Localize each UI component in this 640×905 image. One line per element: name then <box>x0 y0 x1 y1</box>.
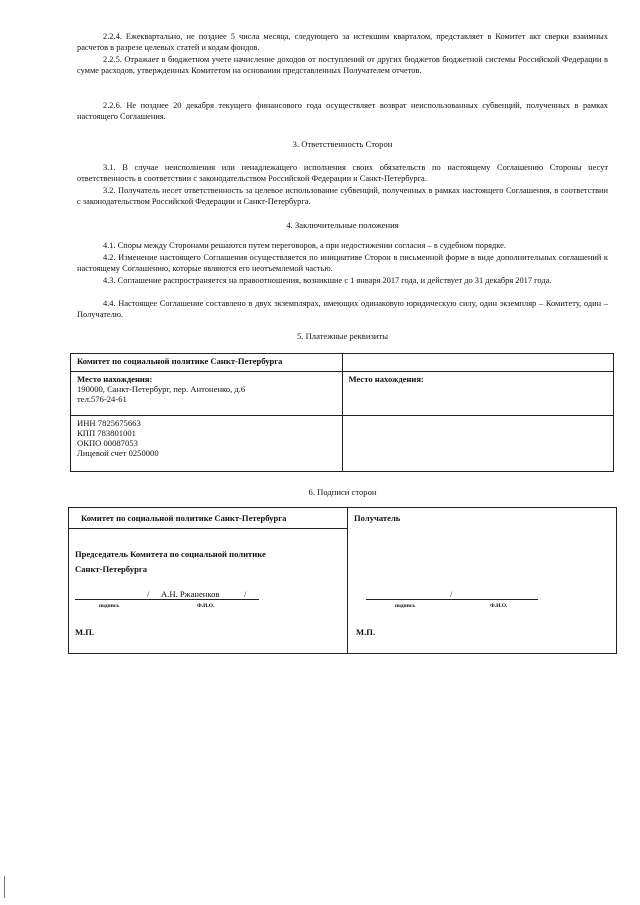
paragraph-4-3: 4.3. Соглашение распространяется на правоотношения, возникшие с 1 января 2017 года, и действует до 31 декабря 2017 года. <box>103 276 552 285</box>
right-signature-slash: / <box>450 589 453 599</box>
requisites-right-codes <box>342 416 614 472</box>
right-stamp-place: М.П. <box>356 627 376 637</box>
section-heading-responsibility: 3. Ответственность Сторон <box>292 139 393 149</box>
account: Лицевой счет 0250000 <box>77 448 159 458</box>
requisites-left-location <box>71 372 343 416</box>
section-heading-payment-requisites: 5. Платежные реквизиты <box>297 331 388 341</box>
requisites-right-header <box>342 354 614 372</box>
left-signature-end-slash: / <box>244 589 247 599</box>
signature-header-line <box>69 528 347 529</box>
kpp: КПП 783801001 <box>77 428 136 438</box>
paragraph-2-2-4: 2.2.4. Ежеквартально, не позднее 5 числа месяца, следующего за истекшим кварталом, представляет в Комитет акт сверки взаимных расчетов в разрезе целевых статей и кодам фондов. <box>77 32 608 53</box>
signature-divider <box>347 508 348 653</box>
left-caption-signature: подпись <box>99 603 120 609</box>
right-location-label: Место нахождения: <box>348 374 424 384</box>
paragraph-4-1: 4.1. Споры между Сторонами решаются путем переговоров, а при недостижении согласия – в судебном порядке. <box>103 241 506 250</box>
right-caption-name: Ф.И.О. <box>490 603 508 609</box>
section-heading-signatures: 6. Подписи сторон <box>308 487 377 497</box>
left-signer-name: А.Н. Ржаненков <box>161 589 220 599</box>
paragraph-4-2: 4.2. Изменение настоящего Соглашения осуществляется по инициативе Сторон в письменной форме в виде дополнительных соглашений к настоящему Соглашению, которые являются его неотъемлемой частью. <box>77 253 608 274</box>
inn: ИНН 7825675663 <box>77 418 141 428</box>
paragraph-2-2-5: 2.2.5. Отражает в бюджетном учете начисление доходов от поступлений от других бюджетов бюджетной системы Российской Федерации в сумме расходов, утвержденных Комитетом на основании представленных Получателем отчетов. <box>77 55 608 76</box>
paragraph-4-4: 4.4. Настоящее Соглашение составлено в двух экземплярах, имеющих одинаковую юридическую силу, один экземпляр – Комитету, один – Получателю. <box>77 299 608 320</box>
left-caption-name: Ф.И.О. <box>197 603 215 609</box>
right-caption-signature: подпись <box>395 603 416 609</box>
phone: тел.576-24-61 <box>77 394 127 404</box>
requisites-left-header: Комитет по социальной политике Санкт-Петербурга <box>71 354 343 372</box>
chair-title-line2: Санкт-Петербурга <box>75 564 148 574</box>
left-stamp-place: М.П. <box>75 627 95 637</box>
paragraph-3-1: 3.1. В случае неисполнения или ненадлежащего исполнения своих обязательств по настоящему Соглашению Стороны несут ответственность в соответствии с законодательством Российской Федерации и Санкт-Петербурга. <box>77 163 608 184</box>
scan-edge-mark <box>4 876 5 898</box>
chair-title-line1: Председатель Комитета по социальной политике <box>75 549 266 559</box>
section-heading-final-provisions: 4. Заключительные положения <box>286 220 399 230</box>
signature-left-header: Комитет по социальной политике Санкт-Петербурга <box>81 513 287 523</box>
paragraph-3-2: 3.2. Получатель несет ответственность за целевое использование субвенций, полученных в рамках настоящего Соглашения, в соответствии с законодательством Российской Федерации и Санкт-Петербурга. <box>77 186 608 207</box>
requisites-right-location <box>342 372 614 416</box>
requisites-table <box>70 353 614 472</box>
paragraph-2-2-6: 2.2.6. Не позднее 20 декабря текущего финансового года осуществляет возврат неиспользованных субвенций, полученных в рамках настоящего Соглашения. <box>77 101 608 122</box>
left-signature-slash: / <box>147 589 150 599</box>
signature-block <box>68 507 617 654</box>
address: 190000, Санкт-Петербург, пер. Антоненко, д.6 <box>77 384 246 394</box>
requisites-left-codes <box>71 416 343 472</box>
location-label: Место нахождения: <box>77 374 153 384</box>
signature-right-header: Получатель <box>354 513 401 523</box>
okpo: ОКПО 00087053 <box>77 438 138 448</box>
